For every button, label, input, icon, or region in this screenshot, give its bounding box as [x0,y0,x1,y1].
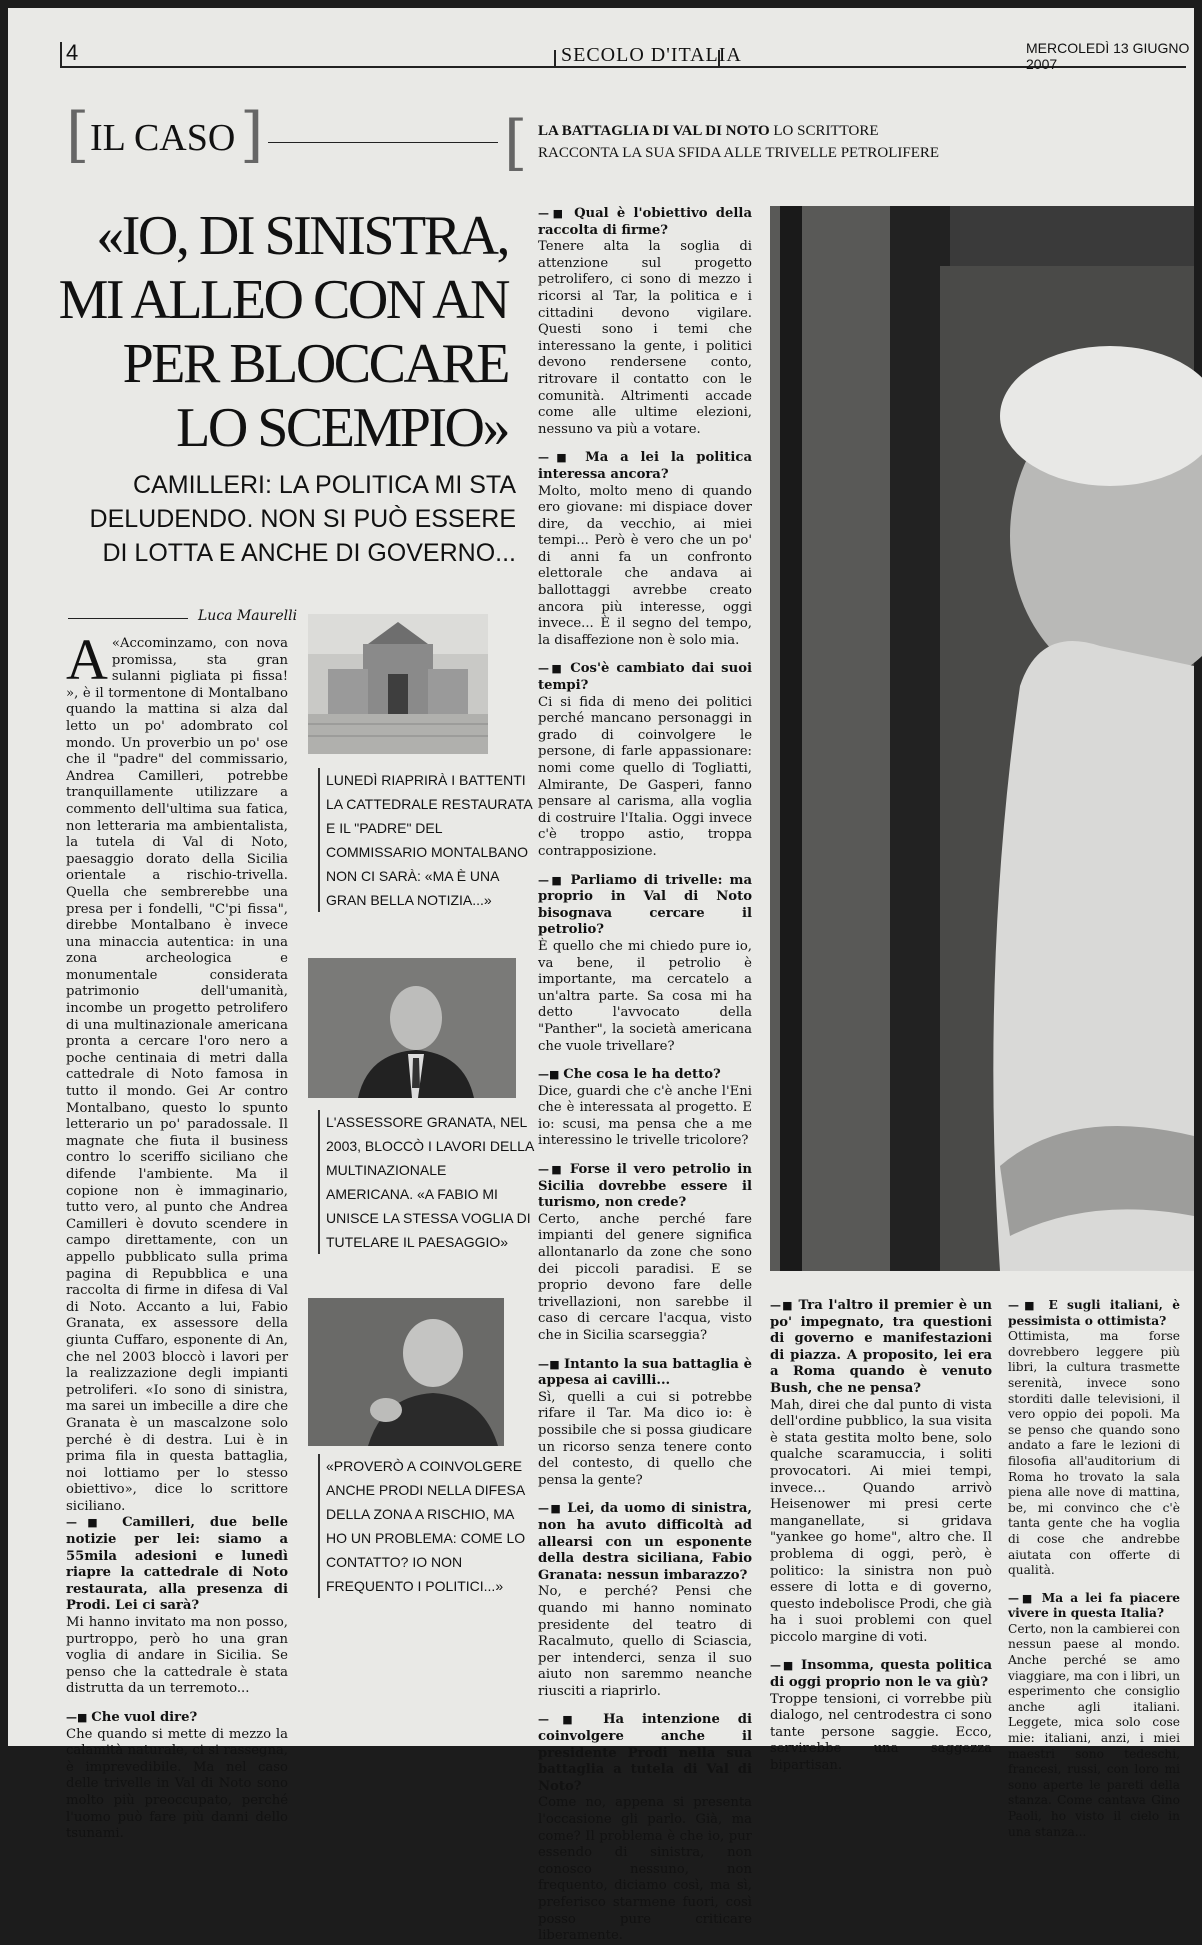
question-text: Parliamo di trivelle: ma proprio in Val di Noto bisognava cercare il petrolio? [538,872,752,938]
bullet-square-icon: —■ [538,1163,570,1177]
cathedral-photo [308,614,488,754]
granata-photo [308,958,516,1098]
question-text: Qual è l'obiettivo della raccolta di firme? [538,206,752,238]
qa-list-col1 [66,1515,288,1842]
question [538,206,752,239]
bullet-square-icon: —■ [538,873,571,887]
answer: Certo, non la cambierei con nessun paese al mondo. Anche perché se amo viaggiare, ma con i libri, un esperimento che consiglio anche agli italiani. Leggete, mica solo cose mie: italiani, anzi, i miei maestri sono tedeschi, francesi, russi, con loro mi sono aperte le pareti della stanza. Come cantava Gino Paoli, ho visto il cielo in una stanza... [1008,1621,1180,1839]
topic-line [538,120,1058,164]
question [538,1501,752,1584]
question-text: Intanto la sua battaglia è appesa ai cavilli... [538,1356,752,1389]
bracket-right-icon: ] [240,100,264,170]
answer: Come no, appena si presenta l'occasione gli parlo. Già, ma come? Il problema è che io, pur essendo di sinistra, non conosco nessuno, non frequento, diciamo così, ma sì, preferisco starmene fuori, così posso pure criticare liberamente. [538,1795,752,1944]
question-text: Forse il vero petrolio in Sicilia dovrebbe essere il turismo, non crede? [538,1162,752,1211]
question [538,661,752,694]
article-column-4 [1008,1298,1180,1840]
header-tick-mid [554,50,556,68]
answer: Sì, quelli a cui si potrebbe rifare il Tar. Ma dico io: è possibile che si possa giudicare un ricorso senza tenere conto del contesto, di quello che pensa la gente? [538,1389,752,1488]
question-text: Cos'è cambiato dai suoi tempi? [538,661,752,694]
answer: Molto, molto meno di quando ero giovane: mi dispiace dover dire, da vecchio, ai miei tempi... Però è vero che un po' di anni fa un confronto elettorale che andava ai ballottaggi avrebbe creato ancora più interesse, oggi invece... È il segno del tempo, la disaffezione non è solo mia. [538,483,752,648]
question-text: Tra l'altro il premier è un po' impegnato, tra questioni di governo e manifestazioni di piazza. A proposito, lei era a Roma quando è venuto Bush, che ne pensa? [770,1298,992,1396]
topic-bold: LA BATTAGLIA DI VAL DI NOTO [538,123,770,139]
prodi-photo [308,1298,504,1446]
question-text: Che cosa le ha detto? [563,1067,721,1083]
article-column-1 [66,627,288,1843]
page-number: 4 [66,40,79,65]
byline-rule [68,618,188,619]
answer: Ci si fida di meno dei politici perché mancano personaggi in grado di coinvolgere le persone, di farle appassionare: nomi come quello di Togliatti, Almirante, De Gasperi, fanno pensare al carisma, alla voglia di costruire l'Italia. Oggi invece c'è troppo astio, troppa contrapposizione. [538,694,752,859]
answer: No, e perché? Pensi che quando mi hanno nominato presidente del teatro di Racalmuto, quello di Sciascia, per intenderci, senza il suo aiuto non saremmo neanche riusciti a riaprirlo. [538,1584,752,1699]
question [538,873,752,939]
qa-list-col2 [538,206,752,1945]
question [538,450,752,483]
question [770,1298,992,1398]
topic-rest: LO SCRITTORE [769,123,879,139]
dropcap: A [66,627,108,692]
bullet-square-icon: —■ [66,1711,92,1724]
answer: Troppe tensioni, ci vorrebbe più dialogo, nel centrodestra ci sono tante persone saggie. Ecco, servirebbe una saggezza bipartisan. [770,1691,992,1774]
kicker-rule [268,142,498,143]
question [538,1357,752,1390]
qa-list-col3 [770,1298,992,1775]
bullet-square-icon: —■ [538,451,586,465]
question-text: Insomma, questa politica di oggi proprio non le va giù? [770,1658,992,1691]
headline: «IO, DI SINISTRA, MI ALLEO CON AN PER BLOCCARE LO SCEMPIO» [58,205,508,459]
question-text: E sugli italiani, è pessimista o ottimista? [1008,1298,1180,1328]
qa-list-col4 [1008,1298,1180,1840]
question-text: Lei, da uomo di sinistra, non ha avuto difficoltà ad allearsi con un esponente della destra siciliana, Fabio Granata: nessun imbarazzo? [538,1501,752,1583]
question [66,1515,288,1615]
question [538,1067,752,1084]
question [1008,1298,1180,1329]
question [66,1710,288,1727]
question-text: Che vuol dire? [91,1710,198,1725]
byline: Luca Maurelli [198,608,298,624]
bullet-square-icon: —■ [770,1299,799,1312]
subheadline: CAMILLERI: LA POLITICA MI STA DELUDENDO. NON SI PUÒ ESSERE DI LOTTA E ANCHE DI GOVERNO... [89,471,516,567]
question-text: Ma a lei la politica interessa ancora? [538,450,752,482]
issue-date: MERCOLEDÌ 13 GIUGNO 2007 [1026,40,1190,72]
camilleri-portrait-photo [770,206,1194,1271]
answer: Dice, guardi che c'è anche l'Eni che è interessata al progetto. E io: scusi, ma pensa che a me interessino le trivelle tricolore? [538,1083,752,1149]
question [770,1658,992,1691]
answer: Che quando si mette di mezzo la calamità naturale, ci si rassegna, è imprevedibile. Ma nel caso delle trivelle in Val di Noto sono molto più preoccupato, perché l'uomo può fare più danni dello tsunami. [66,1726,288,1842]
article-column-3 [770,1298,992,1775]
answer: Certo, anche perché fare impianti del genere significa allontanarlo da zone che sono dei piccoli paradisi. E se proprio devono fare delle trivellazioni, non sarebbe il caso di cercare l'acqua, visto che in Sicilia scarseggia? [538,1211,752,1343]
caption-cathedral: LUNEDÌ RIAPRIRÀ I BATTENTI LA CATTEDRALE RESTAURATA E IL "PADRE" DEL COMMISSARIO MONTALBANO NON CI SARÀ: «MA È UNA GRAN BELLA NOTIZIA...» [318,768,534,912]
caption-prodi: «PROVERÒ A COINVOLGERE ANCHE PRODI NELLA DIFESA DELLA ZONA A RISCHIO, MA HO UN PROBLEMA: COME LO CONTATTO? IO NON FREQUENTO I POLITICI...» [318,1454,538,1598]
section-kicker: IL CASO [90,117,236,159]
bullet-square-icon: —■ [538,1502,568,1516]
bullet-square-icon: —■ [66,1516,123,1530]
article-column-2 [538,206,752,1945]
bracket-topic-icon: [ [504,108,528,178]
answer: Tenere alta la soglia di attenzione sul progetto petrolifero, ci sono di mezzo i ricorsi al Tar, la politica e i cittadini devono vigilare. Questi sono i temi che interessano la gente, i politici devono rendersene conto, ritrovare il contatto con le comunità. Altrimenti accade come alle ultime elezioni, nessuno va più a votare. [538,239,752,437]
bullet-square-icon: —■ [538,662,571,676]
bracket-left-icon: [ [66,100,90,170]
question-text: Ha intenzione di coinvolgere anche il presidente Prodi nella sua battaglia a tutela di Val di Noto? [538,1712,752,1794]
question [538,1162,752,1212]
newspaper-page [8,8,1194,1944]
question-text: Camilleri, due belle notizie per lei: siamo a 55mila adesioni e lunedì riapre la cattedrale di Noto restaurata, alla presenza di Prodi. Lei ci sarà? [66,1515,288,1614]
bullet-square-icon: —■ [538,207,575,220]
bullet-square-icon: —■ [538,1068,564,1082]
answer: Mah, direi che dal punto di vista dell'ordine pubblico, la sua visita è stata gestita molto bene, solo qualche scaramuccia, i soliti provocatori. Ai miei tempi, invece... Quando arrivò Heisenower mi presi certe manganellate, si gridava "yankee go home", altro che. Il problema di oggi, però, è politico: la sinistra non può essere di lotta e di governo, questo indebolisce Prodi, che già ha i suoi problemi con quel piccolo margine di voti. [770,1397,992,1645]
bullet-square-icon: —■ [538,1357,564,1371]
bullet-square-icon: —■ [1008,1591,1042,1605]
question-text: Ma a lei fa piacere vivere in questa Italia? [1008,1590,1180,1621]
topic-line2: RACCONTA LA SUA SFIDA ALLE TRIVELLE PETROLIFERE [538,145,940,161]
answer: Ottimista, ma forse dovrebbero leggere più libri, la cultura trasmette serenità, invece sono storditi dalle televisioni, il vero oppio dei popoli. Ma se penso che quando sono andato a fare le lezioni di filosofia all'auditorium di Roma ho trovato la sala piena alle nove di mattina, be, mi convinco che c'è tanta gente che ha voglia di cose che andrebbe aiutata con offerte di qualità. [1008,1329,1180,1578]
caption-granata: L'ASSESSORE GRANATA, NEL 2003, BLOCCÒ I LAVORI DELLA MULTINAZIONALE AMERICANA. «A FABIO MI UNISCE LA STESSA VOGLIA DI TUTELARE IL PAESAGGIO» [318,1110,536,1254]
lead-paragraph [66,627,288,1515]
newspaper-name: SECOLO D'ITALIA [561,44,742,66]
bullet-square-icon: —■ [538,1713,604,1727]
question [538,1712,752,1795]
question [1008,1591,1180,1622]
header-tick-left [60,42,62,68]
answer: Mi hanno invitato ma non posso, purtroppo, però ho una gran voglia di andare in Sicilia. Se penso che la cattedrale è stata distrutta da un terremoto... [66,1615,288,1697]
answer: È quello che mi chiedo pure io, va bene, il petrolio è importante, ma cercatelo a un'altra parte. Sa cosa mi ha detto l'avvocato della "Panther", la società americana che vuole trivellare? [538,938,752,1054]
bullet-square-icon: —■ [770,1659,801,1673]
bullet-square-icon: —■ [1008,1299,1049,1312]
lead-text: «Accominzamo, con nova promissa, sta gran sulanni pigliata pi fissa! », è il tormentone di Montalbano quando la mattina si alza dal letto un po' adombrato col mondo. Un proverbio un po' ose che il "padre" del commissario, Andrea Camilleri, potrebbe tranquillamente utilizzare a commento dell'ultima sua fatica, non letteraria ma ambientalista, la tutela di Val di Noto, paesaggio dorato della Sicilia orientale a rischio-trivella. Quella che sembrerebbe una presa per i fondelli, "C'pi fissa", direbbe Montalbano è invece una minaccia autentica: in una zona archeologica e monumentale considerata patrimonio dell'umanità, incombe un progetto petrolifero di una multinazionale americana pronta a cercare l'oro nero a poche centinaia di metri dalla cattedrale di Noto famosa in tutto il mondo. Gei Ar contro Montalbano, questo lo spunto letterario un po' paradossale. Il magnate che fiuta il business contro lo sceriffo siciliano che difende l'ambiente. Ma il copione non è immaginario, tutto vero, al punto che Andrea Camilleri è dovuto scendere in campo direttamente, con un appello pubblicato sulla prima pagina di Repubblica e una raccolta di firme in difesa di Val di Noto. Accanto a lui, Fabio Granata, ex assessore della giunta Cuffaro, esponente di An, che nel 2003 bloccò i lavori per la realizzazione degli impianti petroliferi. «Io sono di sinistra, ma sarei un imbecille a dire che Granata è un mascalzone solo perché è di destra. Lui è in prima fila in questa battaglia, noi lottiamo per lo stesso obiettivo», dice lo scrittore siciliano. [66,636,288,1514]
